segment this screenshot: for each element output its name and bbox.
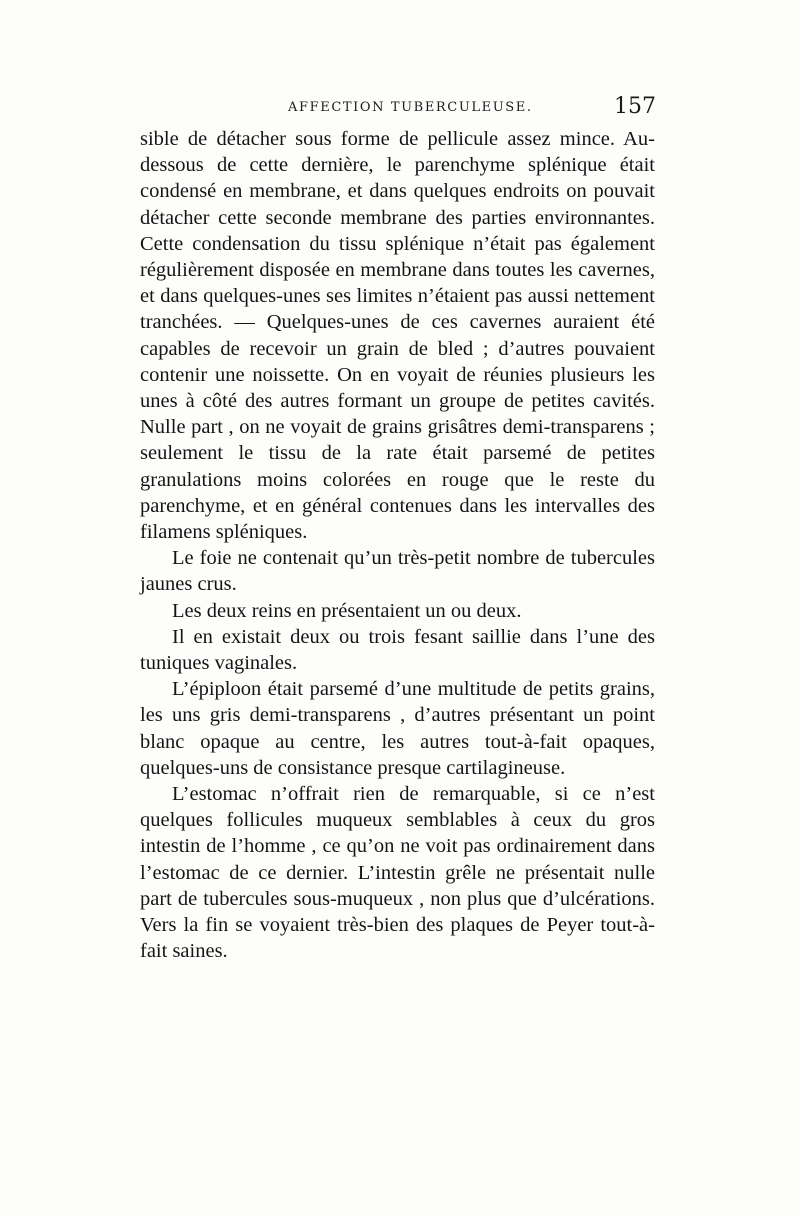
page-number: 157: [614, 94, 656, 119]
running-title: AFFECTION TUBERCULEUSE.: [288, 100, 533, 115]
paragraph-epiploon: L’épiploon était parsemé d’une multitude de petits grains, les uns gris demi-transparens , d’autres présentant un point blanc opaque au centre, les autres tout-à-fait opaques, quelques-uns de consistance presque cartilagineuse.: [140, 678, 655, 779]
body-text: [140, 126, 655, 965]
paragraph-vaginal-tunic: Il en existait deux ou trois fesant saillie dans l’une des tuniques vaginales.: [140, 625, 655, 675]
paragraph-spleen-continued: sible de détacher sous forme de pellicule assez mince. Au-dessous de cette dernière, le parenchyme splénique était condensé en membrane, et dans quelques endroits on pouvait détacher cette seconde membrane des parties environnantes. Cette condensation du tissu splénique n’était pas également régulièrement disposée en membrane dans toutes les cavernes, et dans quelques-unes ses limites n’étaient pas aussi nettement tranchées. — Quelques-unes de ces cavernes auraient été capables de recevoir un grain de bled ; d’autres pouvaient contenir une noissette. On en voyait de réunies plusieurs les unes à côté des autres formant un groupe de petites cavités. Nulle part , on ne voyait de grains grisâtres demi-transparens ; seulement le tissu de la rate était parsemé de petites granulations moins colorées en rouge que le reste du parenchyme, et en général contenues dans les intervalles des filamens spléniques.: [140, 128, 655, 544]
paragraph-kidneys: Les deux reins en présentaient un ou deux.: [172, 599, 522, 622]
paragraph-liver: Le foie ne contenait qu’un très-petit nombre de tubercules jaunes crus.: [140, 547, 655, 596]
paragraph-stomach-intestine: L’estomac n’offrait rien de remarquable, si ce n’est quelques follicules muqueux semblables à ceux du gros intestin de l’homme , ce qu’on ne voit pas ordinairement dans l’estomac de ce dernier. L’intestin grêle ne présentait nulle part de tubercules sous-muqueux , non plus que d’ulcérations. Vers la fin se voyaient très-bien des plaques de Peyer tout-à-fait saines.: [140, 783, 655, 963]
running-head: [148, 94, 658, 124]
